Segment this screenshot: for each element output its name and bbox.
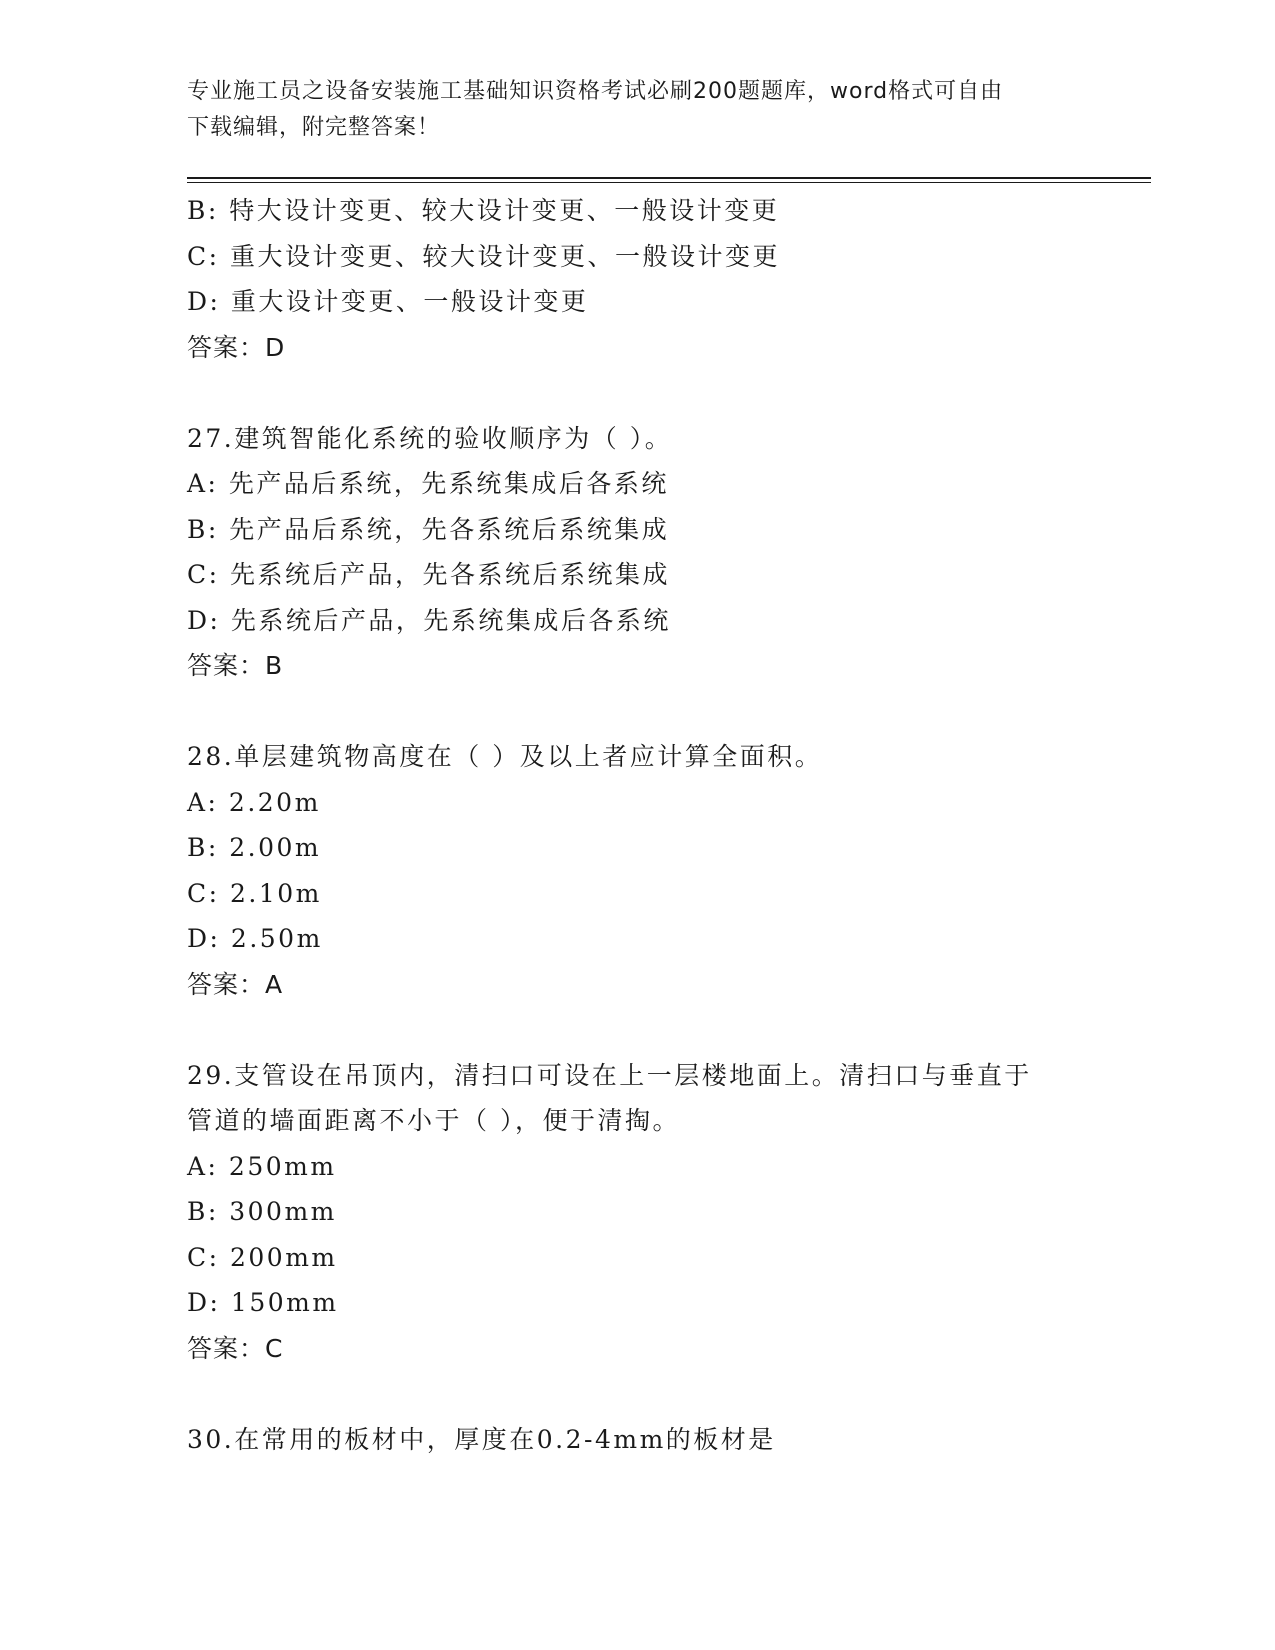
- question-stem: 30.在常用的板材中，厚度在0.2-4mm的板材是: [187, 1424, 776, 1454]
- spacer: [187, 1007, 1087, 1053]
- header-divider-thick: [187, 177, 1151, 179]
- header-line-2: 下载编辑，附完整答案！: [187, 115, 441, 140]
- header-line-1: 专业施工员之设备安装施工基础知识资格考试必刷200题题库，word格式可自由: [187, 79, 1004, 104]
- question-stem: 28.单层建筑物高度在（ ）及以上者应计算全面积。: [187, 742, 823, 771]
- answer: 答案：B: [187, 651, 284, 680]
- option-d: D: 150mm: [187, 1288, 339, 1317]
- document-header: [187, 74, 1087, 146]
- option-d: D: 重大设计变更、一般设计变更: [187, 287, 589, 316]
- question-list: [187, 188, 1087, 1462]
- question-26: [187, 188, 1087, 370]
- spacer: [187, 689, 1087, 735]
- option-b: B: 特大设计变更、较大设计变更、一般设计变更: [187, 196, 780, 225]
- option-b: B: 2.00m: [187, 833, 322, 862]
- answer: 答案：D: [187, 332, 286, 362]
- option-b: B: 300mm: [187, 1197, 337, 1226]
- answer: 答案：C: [187, 1333, 284, 1363]
- question-28: [187, 734, 1087, 1007]
- option-a: A: 250mm: [187, 1151, 337, 1181]
- option-d: D: 先系统后产品，先系统集成后各系统: [187, 605, 671, 635]
- option-c: C: 200mm: [187, 1242, 338, 1272]
- spacer: [187, 370, 1087, 416]
- option-d: D: 2.50m: [187, 924, 323, 953]
- option-c: C: 2.10m: [187, 878, 322, 908]
- question-stem: 27.建筑智能化系统的验收顺序为（ ）。: [187, 423, 673, 453]
- header-divider-thin: [187, 182, 1151, 183]
- option-a: A: 2.20m: [187, 787, 321, 817]
- answer: 答案：A: [187, 969, 284, 999]
- question-stem-line-2: 管道的墙面距离不小于（ ），便于清掏。: [187, 1106, 680, 1135]
- question-27: [187, 416, 1087, 689]
- question-30: [187, 1417, 1087, 1463]
- question-stem-line-1: 29.支管设在吊顶内，清扫口可设在上一层楼地面上。清扫口与垂直于: [187, 1060, 1032, 1090]
- option-c: C: 重大设计变更、较大设计变更、一般设计变更: [187, 241, 780, 271]
- question-29: [187, 1053, 1087, 1372]
- option-b: B: 先产品后系统，先各系统后系统集成: [187, 514, 670, 544]
- option-c: C: 先系统后产品，先各系统后系统集成: [187, 560, 670, 589]
- option-a: A: 先产品后系统，先系统集成后各系统: [187, 469, 669, 498]
- spacer: [187, 1371, 1087, 1417]
